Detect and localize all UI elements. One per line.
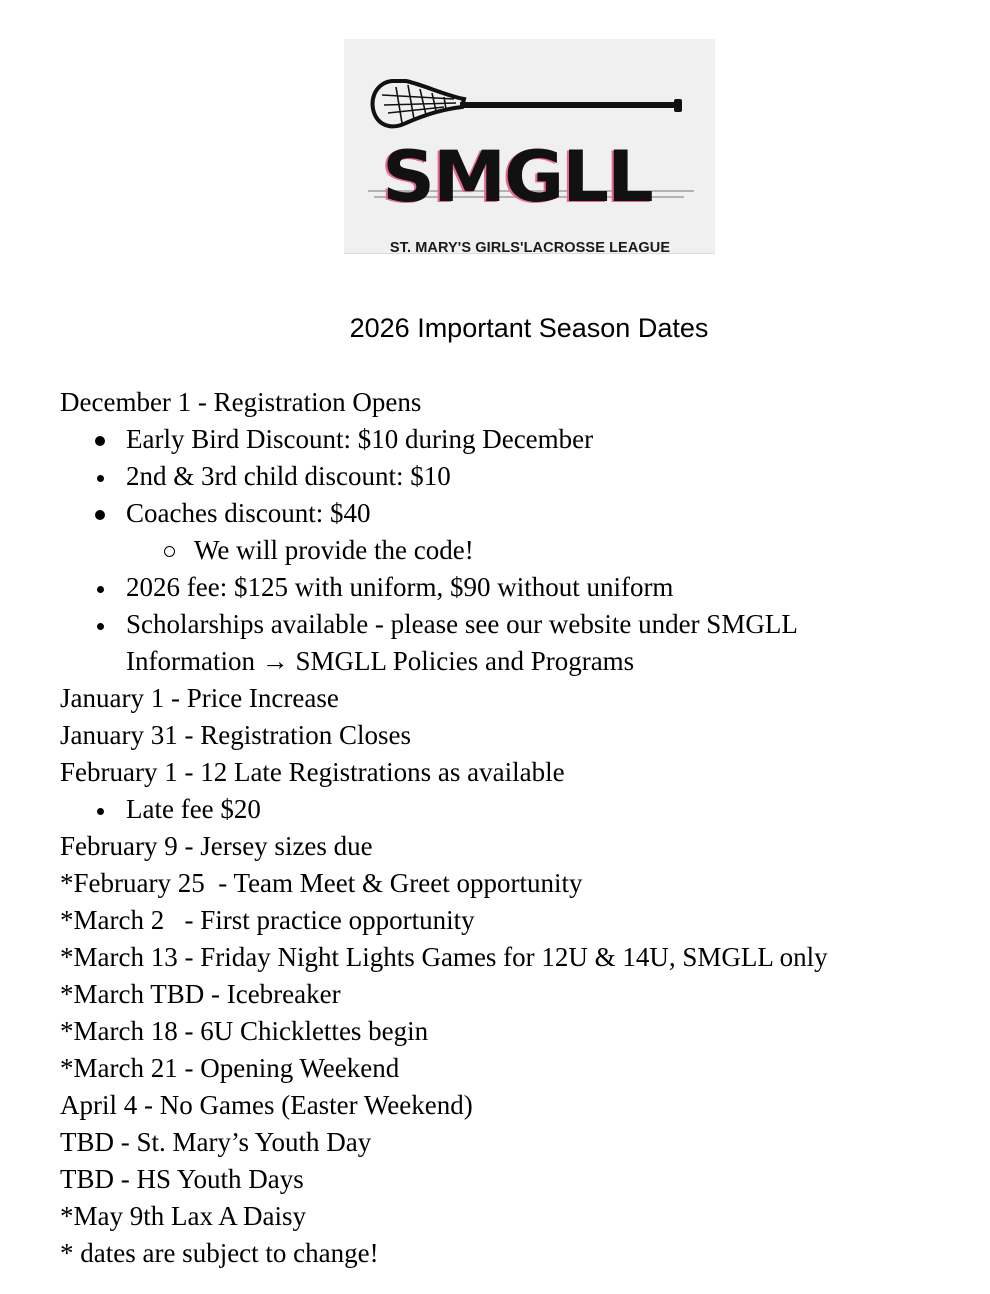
list-item	[60, 495, 960, 532]
list-item	[60, 606, 960, 680]
list-item-text: 2026 fee: $125 with uniform, $90 without uniform	[126, 572, 674, 602]
logo-subtitle: ST. MARY'S GIRLS'LACROSSE LEAGUE	[389, 240, 671, 256]
date-line: February 1 - 12 Late Registrations as available	[60, 757, 565, 787]
page-title: 2026 Important Season Dates	[349, 313, 709, 343]
list-item-text: Early Bird Discount: $10 during December	[126, 424, 594, 454]
date-line: *May 9th Lax A Daisy	[60, 1201, 306, 1231]
list-item-text: Coaches discount: $40	[126, 498, 371, 528]
sub-list-item-text: We will provide the code!	[194, 535, 474, 565]
list-item-text: Late fee $20	[126, 794, 261, 824]
bullet-dot-icon	[97, 475, 104, 482]
list-item	[60, 569, 960, 606]
bullet-dot-icon	[95, 436, 105, 446]
bullet-dot-icon	[97, 623, 104, 630]
bullet-dot-icon	[95, 510, 105, 520]
date-line: January 1 - Price Increase	[60, 683, 339, 713]
date-line: April 4 - No Games (Easter Weekend)	[60, 1090, 473, 1120]
list-item	[60, 421, 960, 458]
date-line: *February 25 - Team Meet & Greet opportunity	[60, 868, 583, 898]
date-line: TBD - HS Youth Days	[60, 1164, 304, 1194]
list-item-text: 2nd & 3rd child discount: $10	[126, 461, 451, 491]
date-line: January 31 - Registration Closes	[60, 720, 411, 750]
list-item	[60, 791, 960, 828]
hollow-circle-bullet-icon	[164, 546, 175, 557]
bullet-dot-icon	[97, 808, 104, 815]
date-line: February 9 - Jersey sizes due	[60, 831, 373, 861]
disclaimer-note: * dates are subject to change!	[60, 1238, 379, 1268]
league-logo	[344, 39, 715, 254]
date-line: *March 21 - Opening Weekend	[60, 1053, 400, 1083]
sub-list-item	[60, 532, 960, 569]
date-line: December 1 - Registration Opens	[60, 387, 422, 417]
date-line: *March 2 - First practice opportunity	[60, 905, 475, 935]
date-line: TBD - St. Mary’s Youth Day	[60, 1127, 372, 1157]
logo-wordmark: SMGLL	[382, 136, 652, 218]
date-line: *March 18 - 6U Chicklettes begin	[60, 1016, 429, 1046]
list-item-text: Scholarships available - please see our website under SMGLL Information → SMGLL Policies and Programs	[126, 609, 797, 676]
season-dates-list	[60, 384, 960, 1272]
date-line: *March 13 - Friday Night Lights Games for 12U & 14U, SMGLL only	[60, 942, 828, 972]
list-item	[60, 458, 960, 495]
date-line: *March TBD - Icebreaker	[60, 979, 341, 1009]
bullet-dot-icon	[97, 586, 104, 593]
